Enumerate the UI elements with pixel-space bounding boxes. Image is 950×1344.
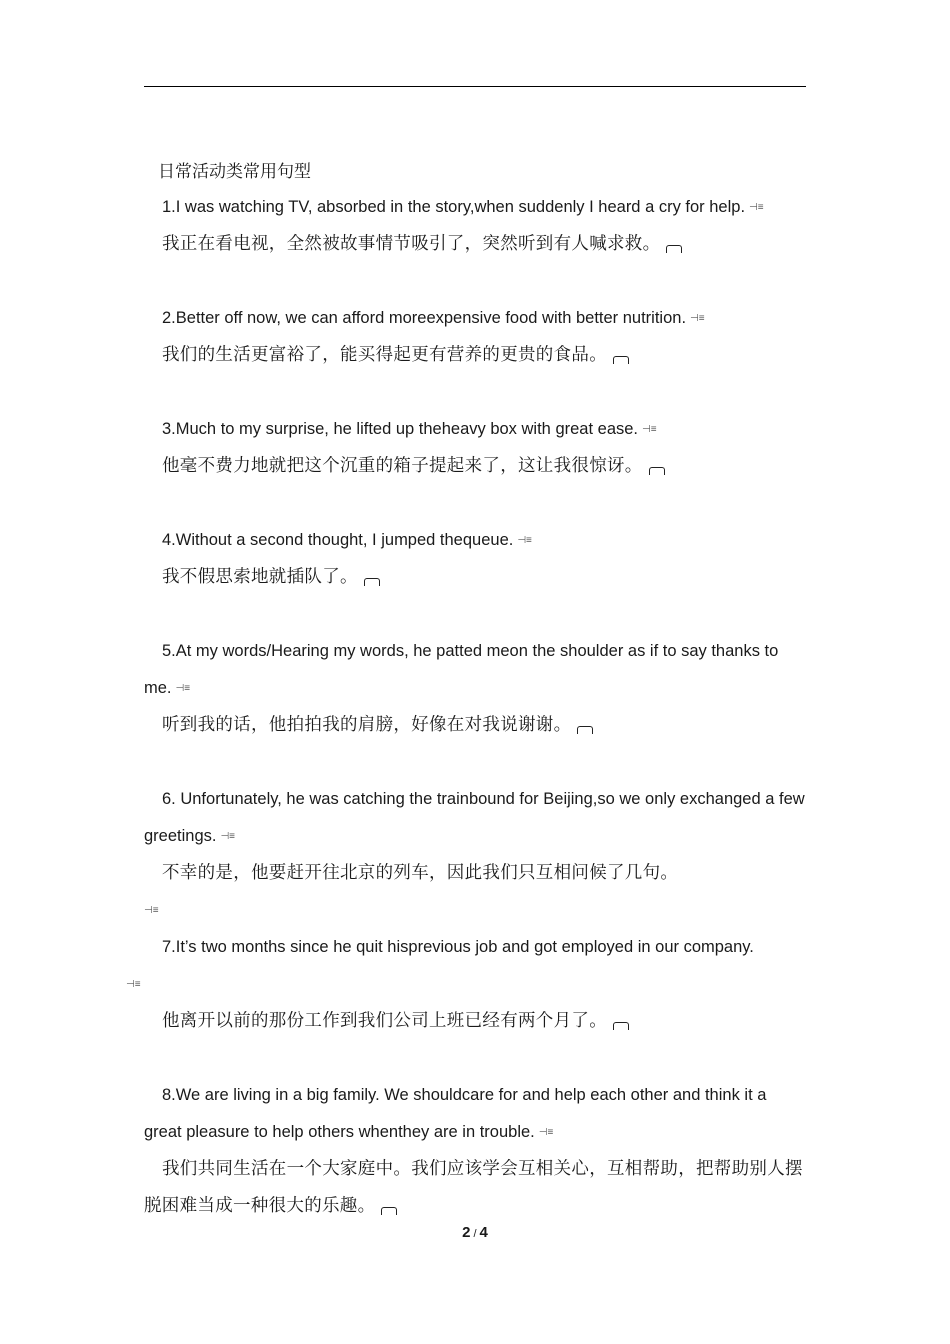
return-mark-icon — [613, 1022, 629, 1030]
document-body — [126, 155, 806, 1225]
sentence-zh-8: 我们共同生活在一个大家庭中。我们应该学会互相关心，互相帮助，把帮助别人摆脱困难当成一种很大的乐趣。 — [144, 1159, 803, 1216]
header-rule — [144, 86, 806, 87]
paragraph-mark-icon: ⊣≡ — [220, 831, 236, 842]
return-mark-icon — [381, 1207, 397, 1215]
sentence-en-6: 6. Unfortunately, he was catching the trainbound for Beijing,so we only exchanged a few greetings. ⊣≡ — [144, 781, 806, 855]
sentence-zh-7: 他离开以前的那份工作到我们公司上班已经有两个月了。 — [144, 1003, 806, 1040]
sentence-en-7: 7.It’s two months since he quit hisprevious job and got employed in our company. ⊣≡ — [144, 929, 806, 1003]
sentence-zh-1: 我正在看电视，全然被故事情节吸引了，突然听到有人喊求救。 — [144, 226, 806, 263]
sentence-zh-6: 不幸的是，他要赶开往北京的列车，因此我们只互相问候了几句。 — [162, 863, 679, 883]
paragraph-mark-icon: ⊣≡ — [144, 905, 159, 916]
sentence-zh-4: 我不假思索地就插队了。 — [144, 559, 806, 596]
page-number: 2 / 4 — [462, 1224, 488, 1241]
sentence-en-1: 1.I was watching TV, absorbed in the story,when suddenly I heard a cry for help. ⊣≡ — [144, 189, 806, 226]
paragraph-mark-icon: ⊣≡ — [690, 313, 705, 324]
sentence-en-8: 8.We are living in a big family. We shouldcare for and help each other and think it a great pleasure to help others whenthey are in trouble. ⊣≡ — [144, 1077, 806, 1151]
paragraph-mark-icon: ⊣≡ — [126, 979, 141, 990]
return-mark-icon — [666, 245, 682, 253]
sentence-zh-2: 我们的生活更富裕了，能买得起更有营养的更贵的食品。 — [144, 337, 806, 374]
sentence-en-3: 3.Much to my surprise, he lifted up theheavy box with great ease. ⊣≡ — [144, 411, 806, 448]
return-mark-icon — [613, 356, 629, 364]
sentence-zh-5: 听到我的话，他拍拍我的肩膀，好像在对我说谢谢。 — [144, 707, 806, 744]
paragraph-mark-icon: ⊣≡ — [749, 202, 764, 213]
return-mark-icon — [649, 467, 665, 475]
paragraph-mark-icon: ⊣≡ — [642, 424, 657, 435]
paragraph-mark-icon: ⊣≡ — [538, 1127, 554, 1138]
sentence-en-2: 2.Better off now, we can afford moreexpensive food with better nutrition. ⊣≡ — [144, 300, 806, 337]
section-heading: 日常活动类常用句型 — [158, 162, 311, 182]
return-mark-icon — [577, 726, 593, 734]
paragraph-mark-icon: ⊣≡ — [517, 535, 532, 546]
sentence-en-5: 5.At my words/Hearing my words, he patted meon the shoulder as if to say thanks to me. ⊣≡ — [144, 633, 806, 707]
paragraph-mark-icon: ⊣≡ — [175, 683, 191, 694]
return-mark-icon — [364, 578, 380, 586]
sentence-zh-3: 他毫不费力地就把这个沉重的箱子提起来了，这让我很惊讶。 — [144, 448, 806, 485]
sentence-en-4: 4.Without a second thought, I jumped thequeue. ⊣≡ — [144, 522, 806, 559]
